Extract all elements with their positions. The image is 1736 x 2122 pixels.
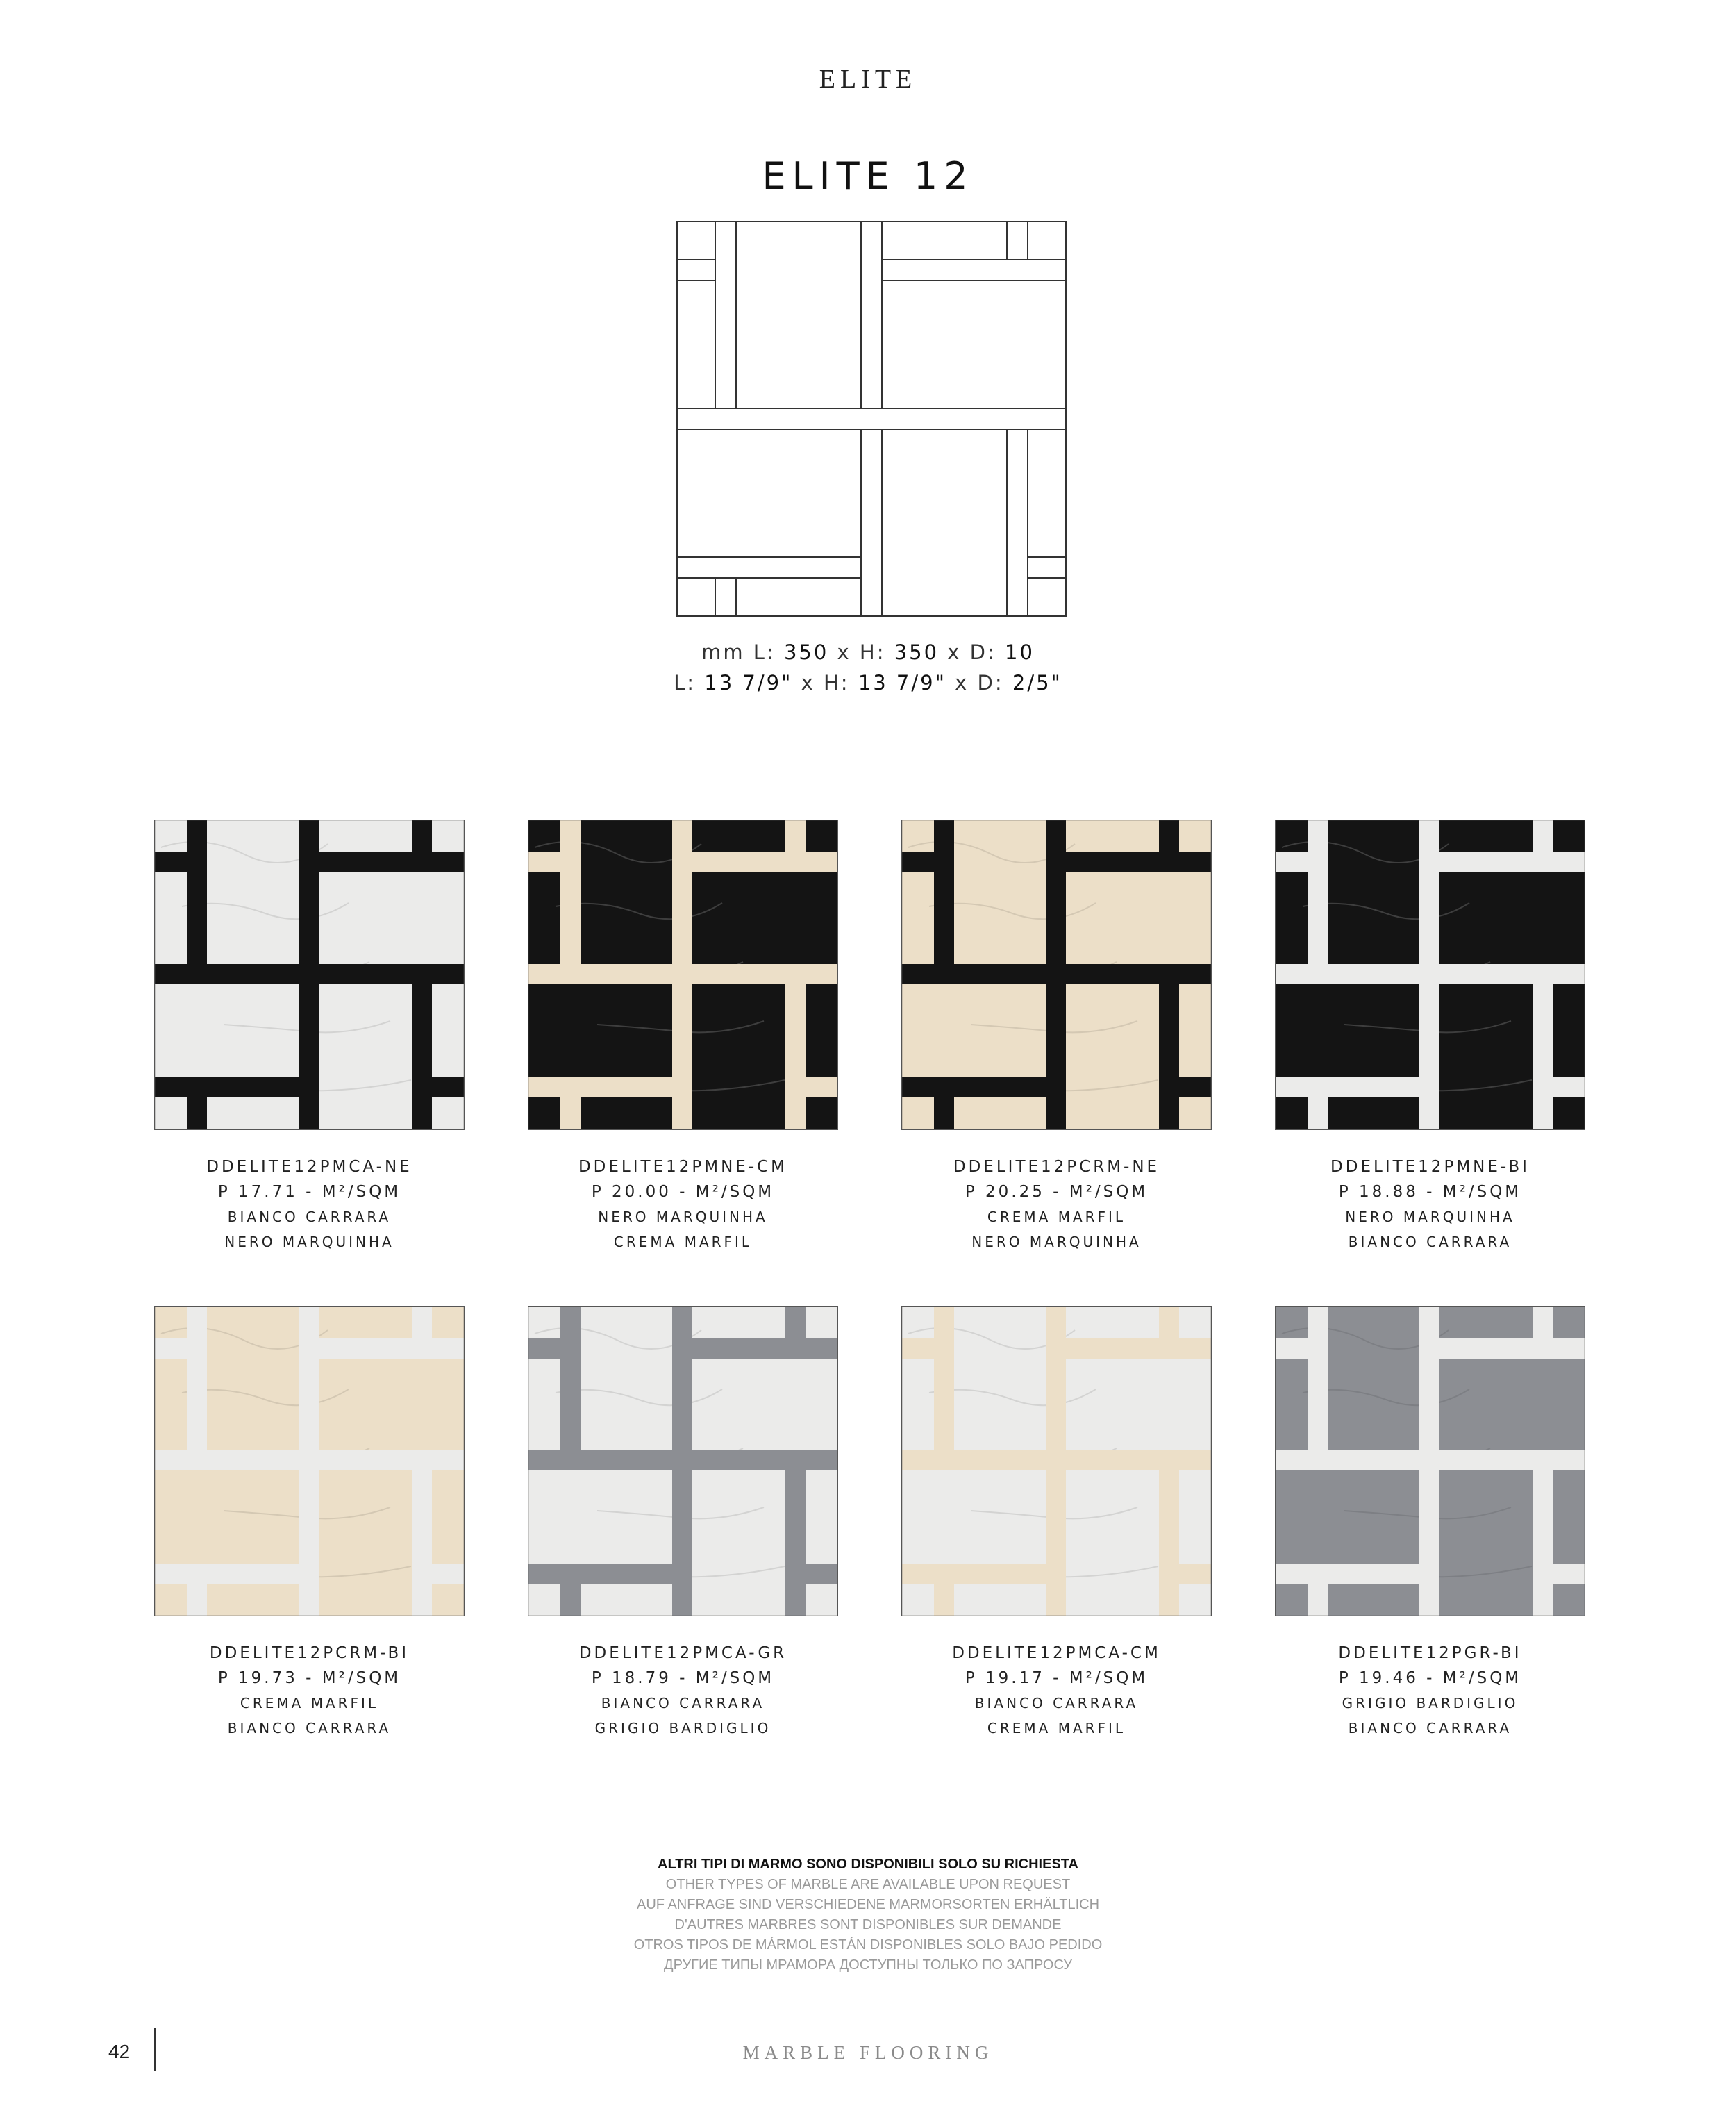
product-label (901, 1154, 1212, 1254)
product-code: DDELITE12PMCA-CM (952, 1644, 1161, 1662)
product-material: GRIGIO BARDIGLIO (594, 1720, 771, 1736)
product-tile-image (154, 1306, 465, 1616)
product-price: P 19.73 - M²/SQM (217, 1669, 401, 1687)
tile-inlay-strip (785, 984, 806, 1130)
tile-inlay-strip (187, 1097, 207, 1130)
tile-inlay-strip (1553, 1564, 1585, 1584)
note-russian: ДРУГИЕ ТИПЫ МРАМОРА ДОСТУПНЫ ТОЛЬКО ПО ЗАПРОСУ (664, 1957, 1072, 1973)
tile-inlay-strip (560, 1097, 581, 1130)
tile-inlay-strip (1275, 852, 1308, 872)
product-material: NERO MARQUINHA (971, 1234, 1142, 1250)
tile-inlay-strip (1533, 1306, 1553, 1338)
product-tile-image (528, 820, 838, 1130)
tile-inlay-strip (1275, 1077, 1419, 1097)
product-label (528, 1641, 838, 1741)
tile-inlay-strip (432, 1564, 465, 1584)
tile-inlay-strip (317, 1338, 465, 1359)
dim-label: L: (674, 671, 696, 695)
product-material: GRIGIO BARDIGLIO (1342, 1695, 1519, 1711)
tile-inlay-strip (1159, 1306, 1179, 1338)
dim-value: 13 7/9" (704, 671, 793, 695)
tile-inlay-strip (154, 852, 187, 872)
tile-line-drawing (676, 221, 1067, 620)
tile-inlay-strip (1308, 1584, 1328, 1616)
product-material: CREMA MARFIL (987, 1720, 1126, 1736)
dim-label: x H: (801, 671, 850, 695)
tile-inlay-strip (901, 1564, 1046, 1584)
product-label (1275, 1641, 1585, 1741)
note-spanish: OTROS TIPOS DE MÁRMOL ESTÁN DISPONIBLES SOLO BAJO PEDIDO (633, 1937, 1103, 1953)
tile-inlay-strip (1308, 820, 1328, 964)
tile-inlay-strip (672, 820, 692, 1130)
tile-inlay-strip (317, 852, 465, 872)
footer-section-title: MARBLE FLOORING (742, 2042, 994, 2063)
product-label (528, 1154, 838, 1254)
tile-inlay-strip (934, 1097, 954, 1130)
tile-inlay-strip (528, 1077, 672, 1097)
product-material: BIANCO CARRARA (601, 1695, 765, 1711)
tile-inlay-strip (560, 820, 581, 964)
page-number: 42 (108, 2041, 131, 2062)
product-price: P 18.79 - M²/SQM (591, 1669, 775, 1687)
tile-inlay-strip (560, 1306, 581, 1450)
product-code: DDELITE12PMNE-BI (1330, 1158, 1530, 1176)
tile-inlay-strip (1159, 820, 1179, 852)
dimensions-inch (0, 671, 1736, 695)
tile-inlay-strip (1046, 1306, 1066, 1616)
product-material: BIANCO CARRARA (227, 1720, 392, 1736)
tile-inlay-strip (1179, 1077, 1212, 1097)
tile-inlay-strip (528, 852, 560, 872)
product-tile-image (1275, 1306, 1585, 1616)
tile-pattern-diagram (676, 221, 1067, 617)
tile-inlay-strip (187, 1584, 207, 1616)
tile-inlay-strip (1275, 1564, 1419, 1584)
tile-inlay-strip (1533, 1470, 1553, 1616)
tile-inlay-strip (806, 1077, 838, 1097)
tile-inlay-strip (412, 820, 432, 852)
dim-label: x D: (947, 640, 996, 664)
product-material: NERO MARQUINHA (1345, 1209, 1515, 1225)
tile-inlay-strip (1533, 984, 1553, 1130)
tile-inlay-strip (187, 820, 207, 964)
tile-inlay-strip (1159, 1470, 1179, 1616)
dim-label: x H: (837, 640, 886, 664)
note-italian: ALTRI TIPI DI MARMO SONO DISPONIBILI SOLO SU RICHIESTA (658, 1857, 1078, 1872)
tile-inlay-strip (412, 1306, 432, 1338)
product-tile-image (154, 820, 465, 1130)
tile-inlay-strip (187, 1306, 207, 1450)
tile-inlay-strip (1275, 1338, 1308, 1359)
tile-inlay-strip (785, 1470, 806, 1616)
product-code: DDELITE12PMCA-NE (206, 1158, 412, 1176)
tile-inlay-strip (934, 820, 954, 964)
dim-label: mm L: (701, 640, 776, 664)
tile-inlay-strip (690, 1338, 838, 1359)
tile-inlay-strip (1308, 1097, 1328, 1130)
tile-inlay-strip (154, 1077, 299, 1097)
tile-inlay-strip (412, 984, 432, 1130)
product-material: BIANCO CARRARA (1348, 1720, 1512, 1736)
product-tile-image (901, 820, 1212, 1130)
product-material: NERO MARQUINHA (224, 1234, 394, 1250)
product-price: P 18.88 - M²/SQM (1338, 1183, 1522, 1201)
dimensions-mm (0, 640, 1736, 664)
product-tile-image (1275, 820, 1585, 1130)
product-material: NERO MARQUINHA (598, 1209, 768, 1225)
note-french: D'AUTRES MARBRES SONT DISPONIBLES SUR DEMANDE (674, 1917, 1062, 1932)
product-material: BIANCO CARRARA (1348, 1234, 1512, 1250)
product-material: CREMA MARFIL (987, 1209, 1126, 1225)
tile-inlay-strip (1179, 1564, 1212, 1584)
tile-inlay-strip (1159, 984, 1179, 1130)
product-label (1275, 1154, 1585, 1254)
product-price: P 19.46 - M²/SQM (1338, 1669, 1522, 1687)
product-price: P 20.00 - M²/SQM (591, 1183, 775, 1201)
dim-value: 350 (783, 640, 829, 664)
tile-inlay-strip (901, 1077, 1046, 1097)
product-code: DDELITE12PCRM-BI (209, 1644, 410, 1662)
product-code: DDELITE12PGR-BI (1338, 1644, 1522, 1662)
collection-name: ELITE (819, 65, 917, 94)
product-price: P 17.71 - M²/SQM (217, 1183, 401, 1201)
tile-inlay-strip (432, 1077, 465, 1097)
tile-inlay-strip (299, 820, 319, 1130)
availability-notes (0, 1855, 1736, 1975)
product-code: DDELITE12PMNE-CM (578, 1158, 788, 1176)
tile-inlay-strip (154, 1564, 299, 1584)
tile-inlay-strip (528, 1564, 672, 1584)
product-material: CREMA MARFIL (613, 1234, 753, 1250)
tile-inlay-strip (1419, 1306, 1439, 1616)
product-label (901, 1641, 1212, 1741)
product-code: DDELITE12PCRM-NE (953, 1158, 1160, 1176)
tile-inlay-strip (412, 1470, 432, 1616)
tile-inlay-strip (934, 1584, 954, 1616)
tile-inlay-strip (1533, 820, 1553, 852)
tile-inlay-strip (934, 1306, 954, 1450)
product-tile-image (528, 1306, 838, 1616)
tile-inlay-strip (560, 1584, 581, 1616)
tile-inlay-strip (901, 852, 934, 872)
tile-inlay-strip (1064, 852, 1212, 872)
tile-inlay-strip (806, 1564, 838, 1584)
tile-inlay-strip (1553, 1077, 1585, 1097)
product-code: DDELITE12PMCA-GR (578, 1644, 787, 1662)
product-label (154, 1641, 465, 1741)
dim-value: 13 7/9" (858, 671, 946, 695)
tile-inlay-strip (154, 1338, 187, 1359)
tile-inlay-strip (1308, 1306, 1328, 1450)
dim-value: 2/5" (1012, 671, 1062, 695)
product-material: CREMA MARFIL (240, 1695, 379, 1711)
tile-inlay-strip (785, 1306, 806, 1338)
dim-value: 10 (1005, 640, 1035, 664)
tile-inlay-strip (1064, 1338, 1212, 1359)
tile-inlay-strip (528, 1338, 560, 1359)
product-material: BIANCO CARRARA (227, 1209, 392, 1225)
tile-inlay-strip (672, 1306, 692, 1616)
product-tile-image (901, 1306, 1212, 1616)
page-title: ELITE 12 (762, 154, 974, 198)
tile-inlay-strip (1419, 820, 1439, 1130)
tile-inlay-strip (690, 852, 838, 872)
product-material: BIANCO CARRARA (974, 1695, 1139, 1711)
dim-value: 350 (894, 640, 940, 664)
product-label (154, 1154, 465, 1254)
tile-inlay-strip (1046, 820, 1066, 1130)
tile-inlay-strip (299, 1306, 319, 1616)
tile-inlay-strip (1437, 1338, 1585, 1359)
dim-label: x D: (955, 671, 1004, 695)
note-english: OTHER TYPES OF MARBLE ARE AVAILABLE UPON REQUEST (665, 1877, 1071, 1892)
product-price: P 20.25 - M²/SQM (965, 1183, 1149, 1201)
tile-inlay-strip (901, 1338, 934, 1359)
note-german: AUF ANFRAGE SIND VERSCHIEDENE MARMORSORTEN ERHÄLTLICH (636, 1897, 1100, 1912)
tile-inlay-strip (785, 820, 806, 852)
tile-inlay-strip (1437, 852, 1585, 872)
product-price: P 19.17 - M²/SQM (965, 1669, 1149, 1687)
